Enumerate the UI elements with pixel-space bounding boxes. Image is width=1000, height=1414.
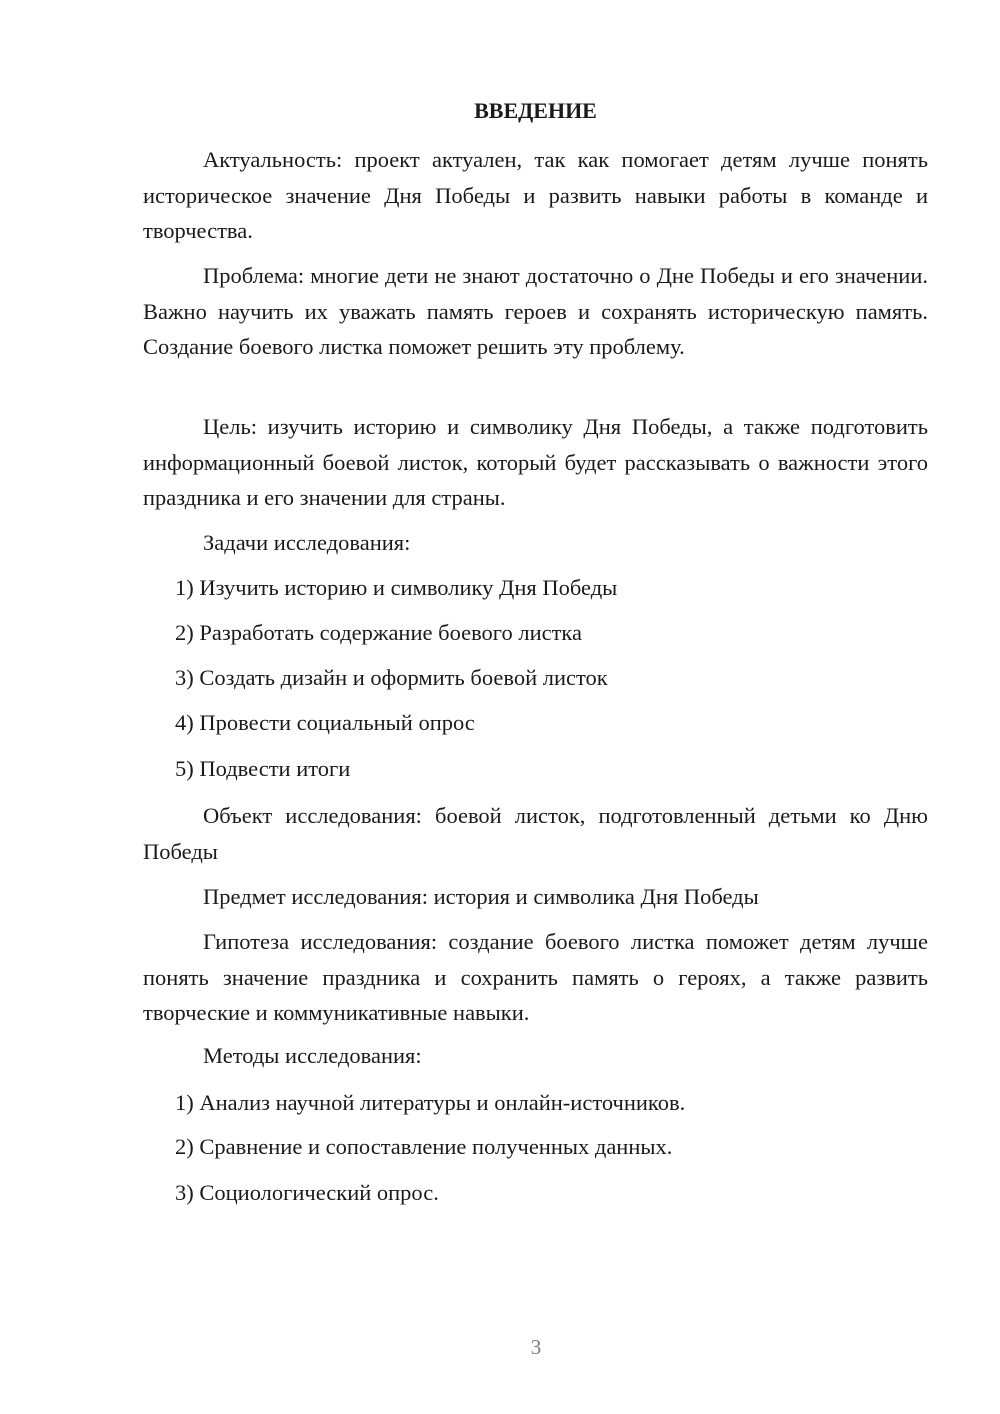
goal-paragraph: Цель: изучить историю и символику Дня Победы, а также подготовить информационный боевой листок, который будет рассказывать о важности этого праздника и его значении для страны.: [143, 414, 928, 510]
tasks-heading: Задачи исследования:: [203, 530, 411, 555]
hypothesis-paragraph: Гипотеза исследования: создание боевого листка поможет детям лучше понять значение праздника и сохранить память о героях, а также развить творческие и коммуникативные навыки.: [143, 929, 928, 1025]
methods-heading: Методы исследования:: [203, 1043, 422, 1068]
relevance-paragraph: Актуальность: проект актуален, так как помогает детям лучше понять историческое значение Дня Победы и развить навыки работы в команде и творчества.: [143, 147, 928, 243]
task-item-5: 5) Подвести итоги: [175, 756, 351, 781]
page-number: 3: [530, 1335, 542, 1359]
subject-paragraph: Предмет исследования: история и символика Дня Победы: [203, 884, 759, 909]
page-title: ВВЕДЕНИЕ: [474, 98, 597, 123]
method-item-3: 3) Социологический опрос.: [175, 1180, 439, 1205]
method-item-2: 2) Сравнение и сопоставление полученных данных.: [175, 1134, 673, 1159]
task-item-3: 3) Создать дизайн и оформить боевой листок: [175, 665, 608, 690]
problem-paragraph: Проблема: многие дети не знают достаточно о Дне Победы и его значении. Важно научить их уважать память героев и сохранять историческую память. Создание боевого листка поможет решить эту проблему.: [143, 263, 928, 359]
task-item-1: 1) Изучить историю и символику Дня Победы: [175, 575, 618, 600]
method-item-1: 1) Анализ научной литературы и онлайн-источников.: [175, 1090, 686, 1115]
task-item-4: 4) Провести социальный опрос: [175, 710, 475, 735]
object-paragraph: Объект исследования: боевой листок, подготовленный детьми ко Дню Победы: [143, 803, 928, 864]
task-item-2: 2) Разработать содержание боевого листка: [175, 620, 583, 645]
